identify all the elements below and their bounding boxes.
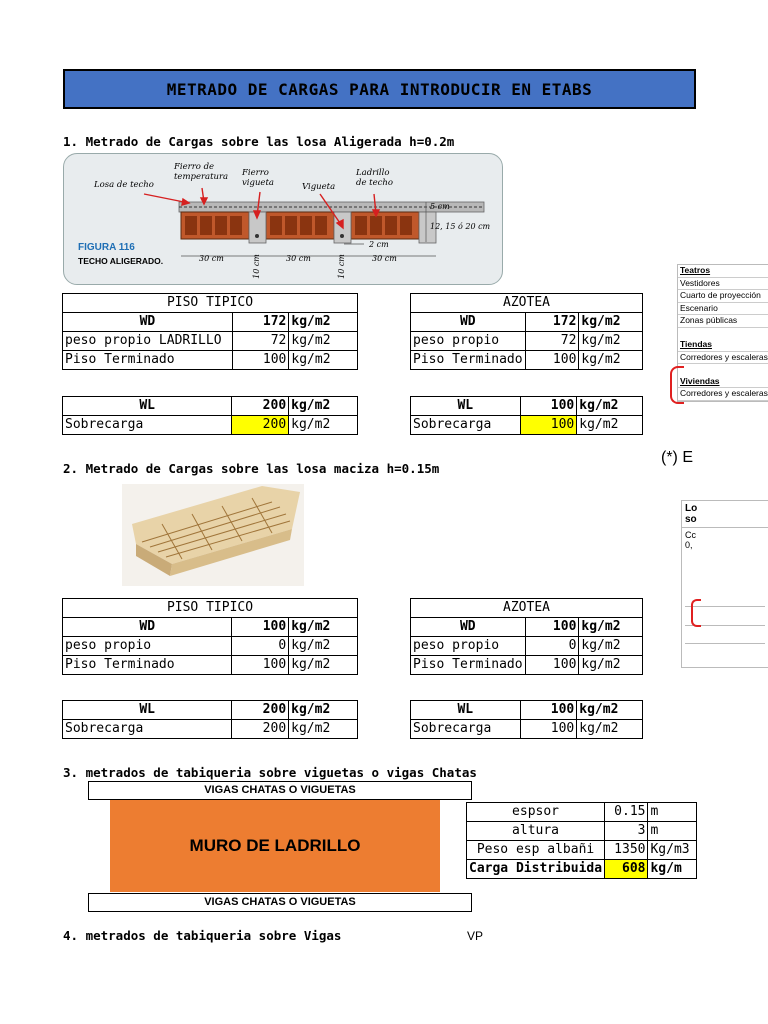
side-item (678, 328, 768, 340)
s2-piso-wd-table: PISO TIPICO WD 100 kg/m2 peso propio 0 kg/m2 Piso Terminado 100 kg/m2 (62, 598, 358, 675)
label-12cm: 12, 15 ó 20 cm (430, 222, 491, 231)
s2-azotea-wl-table: WL 100 kg/m2 Sobrecarga 100 kg/m2 (410, 700, 643, 739)
table-title: PISO TIPICO (63, 294, 358, 313)
label-10cm-a: 10 cm (251, 254, 261, 279)
muro-de-ladrillo: MURO DE LADRILLO (110, 800, 440, 892)
highlight-bracket (670, 366, 684, 404)
page-title: METRADO DE CARGAS PARA INTRODUCIR EN ETABS (63, 69, 696, 109)
table-title: AZOTEA (411, 599, 643, 618)
s1-azotea-wl-table: WL 100 kg/m2 Sobrecarga 100 kg/m2 (410, 396, 643, 435)
label-30cm-c: 30 cm (372, 254, 397, 263)
table-title: AZOTEA (411, 294, 643, 313)
label-ladrillo: Ladrillo de techo (356, 168, 393, 188)
label-fierro-vig: Fierro vigueta (242, 168, 274, 188)
reference-panel-2: Lo so Cc 0, (681, 500, 768, 668)
section-3-heading: 3. metrados de tabiqueria sobre viguetas o vigas Chatas (63, 765, 477, 780)
side-item: Corredores y escaleras (678, 352, 768, 365)
section-4-heading: 4. metrados de tabiqueria sobre Vigas (63, 928, 342, 943)
vigas-chatas-top: VIGAS CHATAS O VIGUETAS (88, 781, 472, 800)
tabiqueria-table: espsor 0.15 m altura 3 m Peso esp albañi 1350 Kg/m3 Carga Distribuida 608 kg/m (466, 802, 697, 879)
s1-azotea-wd-table: AZOTEA WD 172 kg/m2 peso propio 72 kg/m2 Piso Terminado 100 kg/m2 (410, 293, 643, 370)
label-losa: Losa de techo (94, 180, 154, 190)
s2-azotea-wd-table: AZOTEA WD 100 kg/m2 peso propio 0 kg/m2 Piso Terminado 100 kg/m2 (410, 598, 643, 675)
sobrecarga-reference-panel (677, 264, 768, 402)
label-2cm: 2 cm (369, 240, 389, 249)
losa-maciza-image (122, 484, 304, 586)
vigas-chatas-bottom: VIGAS CHATAS O VIGUETAS (88, 893, 472, 912)
note-text: (*) E (661, 449, 693, 466)
side-item: Zonas públicas (678, 315, 768, 328)
side-item: Vestidores (678, 278, 768, 291)
side-item: Teatros (678, 265, 768, 278)
side-item: Viviendas (678, 376, 768, 389)
s2-piso-wl-table: WL 200 kg/m2 Sobrecarga 200 kg/m2 (62, 700, 358, 739)
side-item (678, 364, 768, 376)
side-item: Tiendas (678, 339, 768, 352)
section-1-heading: 1. Metrado de Cargas sobre las losa Aligerada h=0.2m (63, 134, 455, 149)
label-30cm-b: 30 cm (286, 254, 311, 263)
s1-piso-wl-table: WL 200 kg/m2 Sobrecarga 200 kg/m2 (62, 396, 358, 435)
label-vigueta: Vigueta (302, 182, 336, 192)
s1-piso-wd-table: PISO TIPICO WD 172 kg/m2 peso propio LADRILLO 72 kg/m2 Piso Terminado 100 kg/m2 (62, 293, 358, 370)
figure-caption: TECHO ALIGERADO. (78, 256, 164, 266)
vp-label: VP (467, 929, 484, 943)
label-10cm-b: 10 cm (336, 254, 346, 279)
carga-distribuida-label: Carga Distribuida (467, 860, 605, 879)
section-2-heading: 2. Metrado de Cargas sobre las losa maciza h=0.15m (63, 461, 440, 476)
label-5cm: 5 cm (430, 202, 450, 211)
label-30cm-a: 30 cm (199, 254, 224, 263)
aligerado-figure (63, 153, 503, 285)
side-item: Cuarto de proyección (678, 290, 768, 303)
table-title: PISO TIPICO (63, 599, 358, 618)
side-item: Corredores y escaleras (678, 388, 768, 401)
highlight-bracket (691, 599, 701, 627)
side-item: Escenario (678, 303, 768, 316)
carga-distribuida-value: 608 (605, 860, 648, 879)
figure-number: FIGURA 116 (78, 242, 135, 253)
label-fierro-temp: Fierro de temperatura (174, 162, 229, 182)
